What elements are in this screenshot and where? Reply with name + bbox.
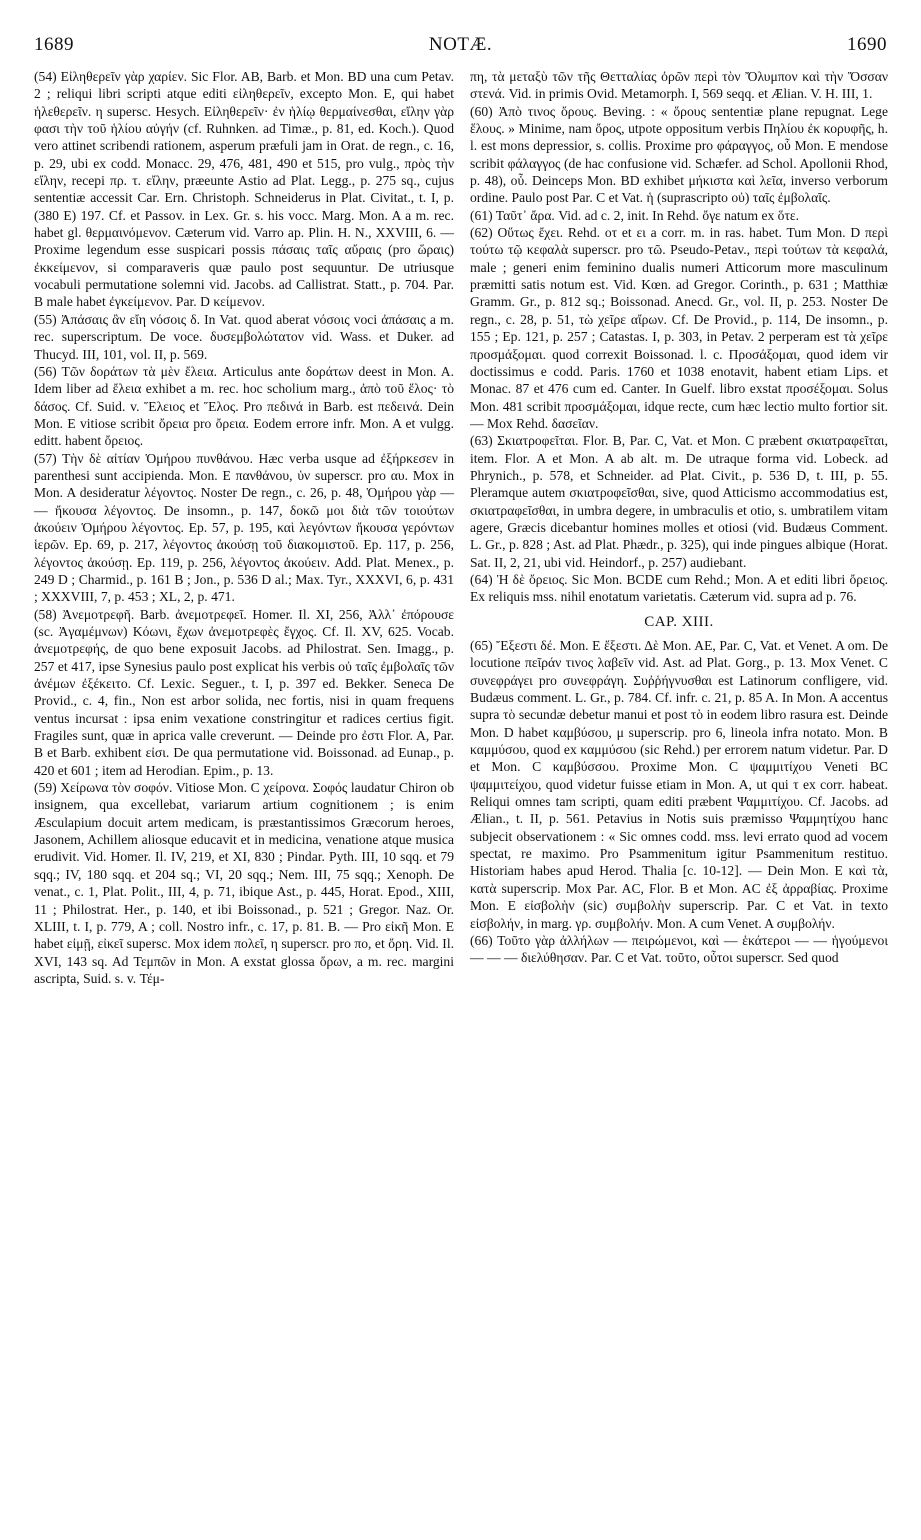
note-56: (56) Τῶν δοράτων τὰ μὲν ἔλεια. Articulus ante δοράτων deest in Mon. A. Idem liber ad ἔλεια exhibet a m. rec. hoc scholium marg., ἀπὸ τοῦ ἕλος· τὸ δάσος. Cf. Suid. v. Ἕλειος et Ἕλος. Pro πεδινά in Barb. est πεδεινά. Dein Mon. E vitiose scribit ὄρεια pro ὄρεια. Eodem errore infr. Mon. A et vulgg. editt. habent ὄρειος.: [34, 363, 454, 449]
note-54: (54) Εἰληθερεῖν γὰρ χαρίεν. Sic Flor. AB, Barb. et Mon. BD una cum Petav. 2 ; reliqui libri scripti atque editi εἰληθερεῖν, excepto Mon. E, qui habet ἡλεθερεῖν. η supersc. Hesych. Εἰληθερεῖν· ἐν ἡλίῳ θερμαίνεσθαι, εἴλην γὰρ φασι τὴν τοῦ ἡλίου αὐγήν (cf. Ruhnken. ad Timæ., p. 81, ed. Koch.). Quod vero attinet scribendi rationem, asperum præfuli jam in Orat. de regn., c. 16, p. 29, ubi ex codd. Monacc. 29, 476, 481, 490 et 515, pro vulg., πρὸς τὴν εἴλην, recepi πρ. τ. εἴλην, præeunte Astio ad Plat. Legg., p. 275 sq., cujus sententiæ accessit Car. Ern. Christoph. Schneiderus in Plat. Civitat., t. I, p. (380 E) 197. Cf. et Passov. in Lex. Gr. s. his vocc. Marg. Mon. A a m. rec. habet gl. θερμαινόμενον. Cæterum vid. Varro ap. Plin. H. N., XXVIII, 6. — Proxime legendum esse suspicari possis πάσαις ταῖς αὔραις (pro ὥραις) ἐκκείμενον, si comparaveris quæ paulo post sequuntur. De utriusque vocabuli permutatione solemni vid. Jacobs. ad Callistrat. Statt., p. 704. Par. B male habet ἐγκείμενον. Par. D κείμενον.: [34, 69, 454, 310]
note-59: (59) Χείρωνα τὸν σοφόν. Vitiose Mon. C χείρονα. Σοφός laudatur Chiron ob insignem, qua excellebat, variarum artium cognitionem ; is enim Æsculapium docuit artem medicam, is præstantissimos Græcorum heroes, Jasonem, Achillem aliosque educavit et in medicina, venatione atque musica erudivit. Vid. Homer. Il. IV, 219, et XI, 830 ; Pindar. Pyth. III, 10 sqq. et 79 sqq.; IV, 180 sqq. et 204 sq.; VI, 20 sqq.; Nem. III, 75 sqq.; Xenoph. De venat., c. 1, Plat. Polit., III, 4, p. 71, ibique Ast., p. 445, Horat. Epod., XIII, 11 ; Philostrat. Her., p. 140, et ibi Boissonad., p. 521 ; Gregor. Naz. Or. XLIII, t. I, p. 779, A ; coll. Nostro infr., c. 17, p. 81. B. — Pro εἰκῆ Mon. E habet εἰμῇ, εἰκεῖ supersc. Mox idem πολεῖ, η superscr. pro πο, et ὄρη. Vid. Il. XVI, 143 sq. Ad Τεμπῶν in Mon. A exstat glossa ὄρων, a m. rec. margini ascripta, Suid. s. v. Τέμ-: [34, 780, 454, 986]
note-62: (62) Οὕτως ἔχει. Rehd. οτ et ει a corr. m. in ras. habet. Tum Mon. D περὶ τούτω τῷ κεφαλὰ superscr. pro τῶ. Pseudo-Petav., περὶ τούτων τὰ κεφαλά, male ; generi enim feminino dualis numeri Atticorum more masculinum præmitti satis notum est. Vid. Kœn. ad Gregor. Corinth., p. 631 ; Matthiæ Gramm. Gr., p. 812 sq.; Boissonad. Anecd. Gr., vol. II, p. 253. Noster De regn., c. 28, p. 51, τὼ χεῖρε αἴρων. Cf. De Provid., p. 114, De insomn., p. 155 ; Ep. 121, p. 257 ; Catastas. I, p. 303, in Petav. 2 perperam est τὰ χεῖρε προσμάξομαι. quod correxit Boissonad. l. c. Προσάξομαι, quod idem vir doctissimus e codd. Paris. 1760 et 1038 enotavit, habent etiam Lips. et Monac. 87 et 476 cum ed. Canter. In Guelf. libro exstat προσέξομαι. Solus Mon. 481 scribit προσμάξομαι, idque recte, cum hæc lectio multo fortior sit. — Mox Rehd. δασεῖαν.: [470, 225, 888, 431]
page-number-right: 1690: [847, 34, 887, 55]
note-60: (60) Ἀπὸ τινος ὄρους. Beving. : « ὅρους sententiæ plane repugnat. Lege ἕλους. » Minime, nam ὄρος, utpote oppositum verbis Πηλίου ἐκ κορυφῆς, h. l. est mons depressior, s. collis. Proxime pro φάραγγος, οὗ Mon. E mendose scribit φάλαγγος (de hac confusione vid. Schæfer. ad Schol. Apollonii Rhod, p. 48), οὗ. Deinceps Mon. BD exhibet μήκιστα καὶ λεῖα, inverso verborum ordine. Paulo post Par. C et Vat. ἡ (suprascripto οὐ) ταῖς ἐμβολαῖς.: [470, 103, 888, 206]
right-column: [470, 68, 888, 967]
note-57: (57) Τὴν δὲ αἰτίαν Ὁμήρου πυνθάνου. Hæc verba usque ad ἐξήρκεσεν in parenthesi sunt accipienda. Mon. E πανθάνου, ὑν superscr. pro αυ. Mox in Mon. A desideratur λέγοντος. Noster De regn., c. 26, p. 48, Ὁμήρου γὰρ — — ἤκουσα λέγοντος. De insomn., p. 147, δοκῶ μοι διὰ τῶν τοιούτων ἀκούειν Ὁμήρου λέγοντος. Ep. 57, p. 195, καὶ λεγόντων ἤκουσα γερόντων ἱερῶν. Ep. 69, p. 217, λέγοντος ἀκούσῃ τοῦ διακομιστοῦ. Ep. 117, p. 256, λέγοντος ἀκούσῃ. Ep. 119, p. 256, λέγοντος ἀκούειν. Add. Plat. Menex., p. 249 D ; Charmid., p. 161 B ; Jon., p. 536 D al.; Max. Tyr., XXXVI, 6, p. 431 ; XXXVIII, 7, p. 453 ; XL, 2, p. 471.: [34, 450, 454, 605]
note-58: (58) Ἀνεμοτρεφῆ. Barb. ἀνεμοτρεφεῖ. Homer. Il. XI, 256, Ἀλλ᾽ ἐπόρουσε (sc. Ἀγαμέμνων) Κόωνι, ἔχων ἀνεμοτρεφὲς ἔγχος. Cf. Il. XV, 625. Vocab. ἀνεμοτρεφής, de quo bene exposuit Jacobs. ad Philostrat. Sen. Imagg., p. 257 et 417, ipse Synesius paulo post explicat his verbis οὐ ταῖς ἐμβολαῖς τῶν ἀνέμων ἐξέκειτο. Cf. Lexic. Seguer., t. I, p. 397 ed. Bekker. Seneca De Provid., c. 4, fin., Non est arbor solida, nec fortis, nisi in quam frequens ventus incursat : ipsa enim vexatione constringitur et radices certius figit. Fragiles sunt, quæ in aprica valle creverunt. — Deinde pro ἐστι Flor. A, Par. B et Barb. exhibent εἰσι. De qua permutatione vid. Boissonad. ad Eunap., p. 420 et 601 ; item ad Herodian. Epim., p. 13.: [34, 606, 454, 778]
left-column: [34, 68, 454, 987]
note-64: (64) Ἡ δὲ ὄρειος. Sic Mon. BCDE cum Rehd.; Mon. A et editi libri ὄρειος. Ex reliquis mss. nihil enotatum varietatis. Cæterum vid. supra ad p. 76.: [470, 571, 888, 605]
note-59-continued: πη, τὰ μεταξὺ τῶν τῆς Θετταλίας ὀρῶν περὶ τὸν Ὄλυμπον καὶ τὴν Ὄσσαν στενά. Vid. in primis Ovid. Metamorph. I, 569 seqq. et Ælian. V. H. III, 1.: [470, 69, 888, 102]
running-title: NOTÆ.: [428, 34, 493, 55]
note-66: (66) Τοῦτο γὰρ ἀλλήλων — πειρώμενοι, καὶ — ἑκάτεροι — — ἡγούμενοι — — — διελύθησαν. Par. C et Vat. τοῦτο, οὗτοι superscr. Sed quod: [470, 932, 888, 966]
chapter-heading: CAP. XIII.: [644, 613, 714, 630]
note-55: (55) Ἀπάσαις ἂν εἴη νόσοις δ. In Vat. quod aberat νόσοις voci ἀπάσαις a m. rec. superscriptum. De voce. δυσεμβολώτατον vid. Wass. et Duker. ad Thucyd. III, 101, vol. II, p. 569.: [34, 311, 454, 362]
note-61: (61) Ταῦτ᾽ ἄρα. Vid. ad c. 2, init. In Rehd. ὄγε natum ex ὅτε.: [470, 207, 800, 223]
note-65: (65) Ἔξεστι δέ. Mon. E ἔξεστι. Δὲ Mon. AE, Par. C, Vat. et Venet. A om. De locutione πεῖράν τινος λαβεῖν vid. Ast. ad Plat. Gorg., p. 13. Mox Venet. C συνεφράγει pro συνεφράγη. Συῤῥήγνυσθαι est Latinorum confligere, vid. Budæus comment. L. Gr., p. 784. Cf. infr. c. 21, p. 85 A. In Mon. A accentus supra τὸ secundæ debetur manui et post τὸ in eodem libro rasura est. Deinde Mon. D habet καμβύσου, μ superscrip. pro 6, lineola infra notato. Mon. B καμμύσου, quod ex καμμύσου (sic Rehd.) per errorem natum videtur. Par. D et Mon. C καμβύσσου. Proxime Mon. C ψαμμιτίχου Veneti BC ψαμμιτείχου, quod videtur fuisse etiam in Mon. A, ut qui τ ex corr. habeat. Reliqui omnes tam scripti, quam editi præbent Ψαμμιτίχου. Cf. Jacobs. ad Ælian., t. II, p. 561. Petavius in Notis suis præmisso Ψαμμητίχου hanc subjecit observationem : « Sic omnes codd. mss. levi errato quod ad vocem spectat, re maximo. Pro Psammenitum igitur Psammenitum restituo. Historiam habes apud Herod. Thalia [c. 10-12]. — Dein Mon. E καὶ τὰ, κατὰ superscrip. Mox Par. AC, Flor. B et Mon. AC ἐξ ἀρραβίας. Proxime Mon. E εἰσβολὴν (sic) συμβολὴν superscrip. Par. C et Vat. in texto εἰσβολήν, in marg. γρ. συμβολήν. Mon. A cum Venet. A συμβολήν.: [470, 638, 888, 931]
page-header: [34, 34, 887, 62]
note-63: (63) Σκιατροφεῖται. Flor. B, Par. C, Vat. et Mon. C præbent σκιατραφεῖται, item. Flor. A et Mon. A ab alt. m. De utraque forma vid. Lobeck. ad Phrynich., p. 578, et Schneider. ad Plat. Civit., p. 536 D, t. III, p. 55. Pleramque autem σκιατροφεῖσθαι, sive, quod Atticismo accommodatius est, σκιατραφεῖσθαι, in umbra degere, in umbraculis et otio, s. umbratilem vitam agere, Græcis dicebantur homines molles et otiosi (vid. Budæus Comment. L. Gr., p. 828 ; Ast. ad Plat. Phædr., p. 325), qui inde pingues albique (Horat. Sat. II, 2, 21, ubi vid. Heindorf., p. 257) audiebant.: [470, 433, 888, 570]
page-number-left: 1689: [34, 34, 74, 55]
